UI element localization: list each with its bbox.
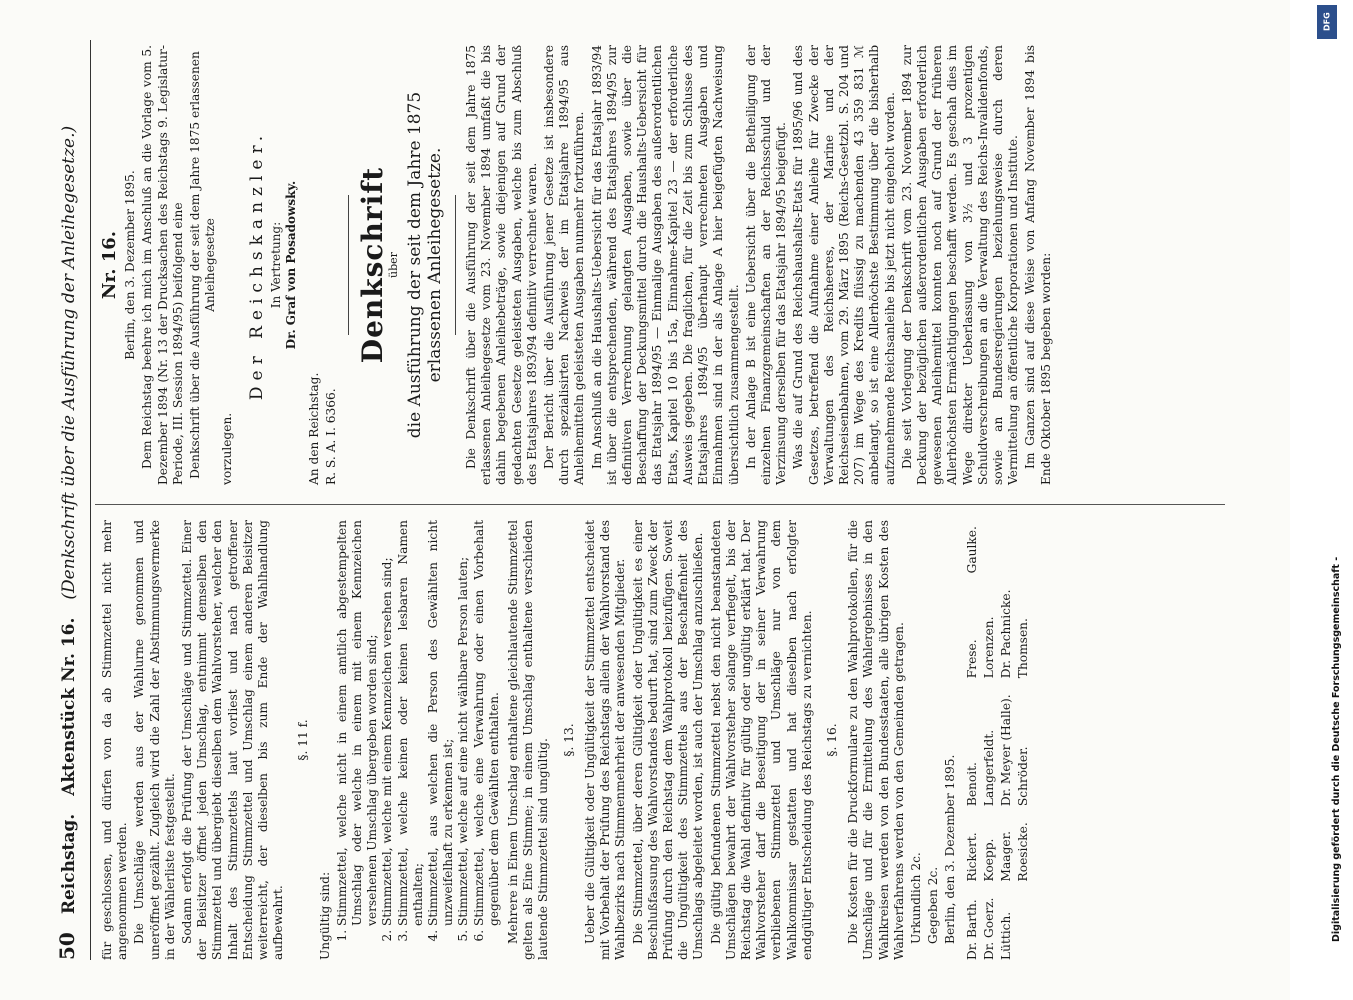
section-heading: §. 13.	[561, 723, 576, 757]
paragraph: Sodann erfolgt die Prüfung der Umschläge und Stimmzettel. Einer der Beisitzer öffnet jeden Umschlag, entnimmt demselben den Stimmzettel und übergiebt dieselben dem Wahlvorsteher, welcher den Inhalt des Stimmzettels laut vorliest und nach getroffener Entscheidung Stimmzettel und Umschlag einem anderen Beisitzer weiterreicht, der dieselben bis zum Ende der Wahlhandlung aufbewahrt.	[180, 520, 286, 960]
column-divider	[95, 504, 1225, 505]
paragraph: Die gültig befundenen Stimmzettel nebst den nicht beanstandeten Umschlägen bewahrt der Wahlvorsteher solange verfiegelt, bis der Reichstag die Wahl definitiv für gültig oder ungültig erklärt hat. Der Wahlvorsteher darf die Beseitigung der in seiner Verwahrung verbliebenen Stimmzettel und Umschläge nur von dem Wahlkommissar gestatten und hat dieselben nach erfolgter endgültiger Entscheidung des Reichstags zu vernichten.	[708, 520, 814, 960]
signatory: Benoit.	[964, 762, 979, 807]
signatory: Dr. Goerz.	[981, 897, 996, 960]
list-item: 1. Stimmzettel, welche nicht in einem amtlich abgestempelten Umschlag oder welche in einem mit einem Kennzeichen versehenen Umschlag übergeben worden sind;	[335, 520, 381, 926]
representation-note: In Vertretung:	[268, 221, 283, 309]
paragraph: Im Anschluß an die Haushalts-Uebersicht für das Etatsjahr 1893/94 ist über die entsprechenden, während des Etatsjahres 1894/95 zur definitiven Verrechnung gelangten Ausgaben, sowie über die Beschaffung der Deckungsmittel durch die Haushalts-Uebersicht für das Etatsjahr 1894/95 — Einmalige Ausgaben des außerordentlichen Etats, Kapitel 10 bis 15a, Einnahme-Kapitel 23 — der erforderliche Ausweis gegeben. Die fraglichen, für die Zeit bis zum Schlusse des Etatsjahres 1894/95 überhaupt verrechneten Ausgaben und Einnahmen sind in der als Anlage A hier beigefügten Nachweisung übersichtlich zusammengestellt.	[589, 45, 741, 485]
signatory: Lorenzen.	[981, 616, 996, 679]
paragraph: Die Stimmzettel, über deren Gültigkeit oder Ungültigkeit es einer Beschlußfassung des Wahlvorstandes bedurft hat, sind zum Zweck der Prüfung durch den Reichstag dem Wahlprotokoll beizufügen. Soweit die Ungültigkeit des Stimmzettels aus der Beschaffenheit des Umschlags abgeleitet worden, ist auch der Umschlag anzuschließen.	[630, 520, 706, 960]
addressee: An den Reichstag.	[307, 372, 322, 485]
digitization-credit: Digitalisierung gefördert durch die Deutsche Forschungsgemeinschaft -	[1331, 556, 1342, 942]
paragraph: Denkschrift über die Ausführung der seit dem Jahre 1875 erlassenen Anleihegesetze	[188, 51, 218, 479]
header-subtitle: (Denkschrift über die Ausführung der Anleihegesetze.)	[59, 125, 79, 600]
paragraph: Mehrere in Einem Umschlag enthaltene gleichlautende Stimmzettel gelten als Eine Stimme; in einem Umschlag enthaltene verschieden lautende Stimmzettel sind ungültig.	[506, 520, 551, 960]
signatory: Dr. Barth.	[964, 899, 979, 960]
signatory: Koepp.	[981, 838, 996, 882]
reference-number: R. S. A. I. 6366.	[324, 388, 339, 485]
paragraph: In der Anlage B ist eine Uebersicht über die Betheiligung der einzelnen Finanzgemeinschaften an der Reichsschuld und der Verzinsung derselben für das Etatsjahr 1894/95 beigefügt.	[743, 45, 789, 485]
signatory: Thomsen.	[1016, 618, 1031, 679]
signatory: Roesicke.	[1016, 822, 1031, 882]
signatory: Dr. Pachnicke.	[998, 589, 1013, 679]
paragraph: Der Bericht über die Ausführung jener Gesetze ist insbesondere durch spezialisirten Nachweis der im Etatsjahre 1894/95 aus Anleihemitteln geleisteten Ausgaben nunmehr fortzuführen.	[542, 45, 587, 485]
signatory	[1016, 891, 1031, 960]
memorandum-title: Denkschrift	[355, 166, 389, 364]
memorandum-subtitle: die Ausführung der seit dem Jahre 1875 erlassenen Anleihegesetze.	[405, 91, 446, 439]
dfg-logo-icon: DFG	[1317, 5, 1337, 39]
memorandum-ueber: über	[386, 252, 400, 278]
left-column	[100, 520, 1031, 960]
signatory: Langerfeldt.	[981, 729, 996, 807]
signatory: Gaulke.	[964, 526, 979, 574]
signer-name: Dr. Graf von Posadowsky.	[284, 180, 299, 350]
signing-date: Berlin, den 3. Dezember 1895.	[943, 754, 958, 944]
paragraph: für geschlossen, und dürfen von da ab Stimmzettel nicht mehr angenommen werden.	[100, 520, 130, 960]
section-heading: §. 11 f.	[296, 719, 311, 761]
publication-name: Reichstag.	[59, 813, 79, 915]
paragraph: Die Kosten für die Druckformulare zu den Wahlprotokollen, für die Umschläge und für die Ermittelung des Wahlergebnisses in den Wahlkreisen werden von den Bundesstaaten, alle übrigen Kosten des Wahlverfahrens werden von den Gemeinden getragen.	[846, 520, 906, 960]
paragraph: Ueber die Gültigkeit oder Ungültigkeit der Stimmzettel entscheidet mit Vorbehalt der Prüfung des Reichstags allein der Wahlvorstand des Wahlbezirks nach Stimmenmehrheit der anwesenden Mitglieder.	[582, 520, 628, 960]
signatory: Dr. Meyer (Halle).	[998, 694, 1013, 807]
section-heading: §. 16.	[824, 723, 839, 757]
signatory: Rickert.	[964, 832, 979, 882]
paragraph: Was die auf Grund des Reichshaushalts-Etats für 1895/96 und des Gesetzes, betreffend die Aufnahme einer Anleihe für Zwecke der Verwaltungen des Reichsheeres, der Marine und der Reichseisenbahnen, vom 29. März 1895 (Reichs-Gesetzbl. S. 204 und 207) im Wege des Kredits flüssig zu machenden 43 359 831 ℳ anbelangt, so ist eine Allerhöchste Bestimmung über die bisherhalb aufzunehmende Reichsanleihe bis jetzt nicht eingeholt worden.	[791, 45, 897, 485]
invalid-ballots-list	[335, 520, 502, 960]
signatory-names	[965, 520, 1032, 960]
paragraph: Dem Reichstag beehre ich mich im Anschluß an die Vorlage vom 5. Dezember 1894 (Nr. 13 der Drucksachen des Reichstags 9. Legislatur-Periode, III. Session 1894/95) beifolgend eine	[140, 45, 185, 485]
divider	[455, 195, 456, 335]
closing-line: Urkundlich 2c.	[908, 852, 923, 944]
signatory	[982, 520, 997, 573]
page-header	[55, 40, 85, 960]
signatory: Lüttich.	[998, 911, 1013, 960]
divider	[348, 195, 349, 335]
paragraph: Ungültig sind:	[317, 871, 332, 960]
list-item: 2. Stimmzettel, welche mit einem Kennzeichen versehen sind;	[380, 520, 395, 926]
chancellor-title: Der Reichskanzler.	[246, 129, 267, 401]
page-number: 50	[55, 932, 79, 960]
list-item: 5. Stimmzettel, welche auf eine nicht wählbare Person lauten;	[456, 520, 471, 926]
signatory: Schröder.	[1016, 746, 1031, 807]
paragraph: Die seit Vorlegung der Denkschrift vom 23. November 1894 zur Deckung der bezüglichen außerordentlichen Ausgaben erforderlich gewesenen Anleihemittel konnten noch auf Grund der früheren Allerhöchsten Ermächtigungen beschafft werden. Es geschah dies im Wege direkter Ueberlassung von 3½ und 3 prozentigen Schuldverschreibungen an die Verwaltung des Reichs-Invalidenfonds, sowie an Bundesregierungen beziehungsweise durch deren Vermittelung an öffentliche Korporationen und Institute.	[899, 45, 1021, 485]
signatory: Maager.	[998, 831, 1013, 882]
document-heading: Nr. 16.	[99, 230, 120, 300]
signatory: Frese.	[964, 639, 979, 679]
paragraph: Im Ganzen sind auf diese Weise von Anfang November 1894 bis Ende Oktober 1895 begeben worden:	[1023, 45, 1053, 485]
paragraph: Die Umschläge werden aus der Wahlurne genommen und uneröffnet gezählt. Zugleich wird die Zahl der Abstimmungsvermerke in der Wählerliste festgestellt.	[132, 520, 177, 960]
signatory	[1016, 520, 1031, 573]
closing-line: Gegeben 2c.	[926, 866, 941, 944]
signatory	[999, 520, 1014, 573]
header-rule	[90, 40, 91, 960]
right-column	[100, 45, 1056, 485]
document-number: Aktenstück Nr. 16.	[59, 617, 79, 796]
paragraph: Die Denkschrift über die Ausführung der seit dem Jahre 1875 erlassenen Anleihegesetze vom 23. November 1894 umfaßt die bis dahin begebenen Anleihebeträge, sowie diejenigen auf Grund der gedachten Gesetze geleisteten Ausgaben, welche bis zum Abschluß des Etatsjahres 1893/94 definitiv verrechnet waren.	[464, 45, 539, 485]
letter-date: Berlin, den 3. Dezember 1895.	[123, 170, 138, 360]
list-item: 4. Stimmzettel, aus welchen die Person des Gewählten nicht unzweifelhaft zu erkennen ist;	[426, 520, 456, 926]
list-item: 3. Stimmzettel, welche keinen oder keinen lesbaren Namen enthalten;	[396, 520, 426, 926]
paragraph: vorzulegen.	[220, 412, 235, 485]
list-item: 6. Stimmzettel, welche eine Verwahrung oder einen Vorbehalt gegenüber dem Gewählten enthalten.	[472, 520, 502, 926]
